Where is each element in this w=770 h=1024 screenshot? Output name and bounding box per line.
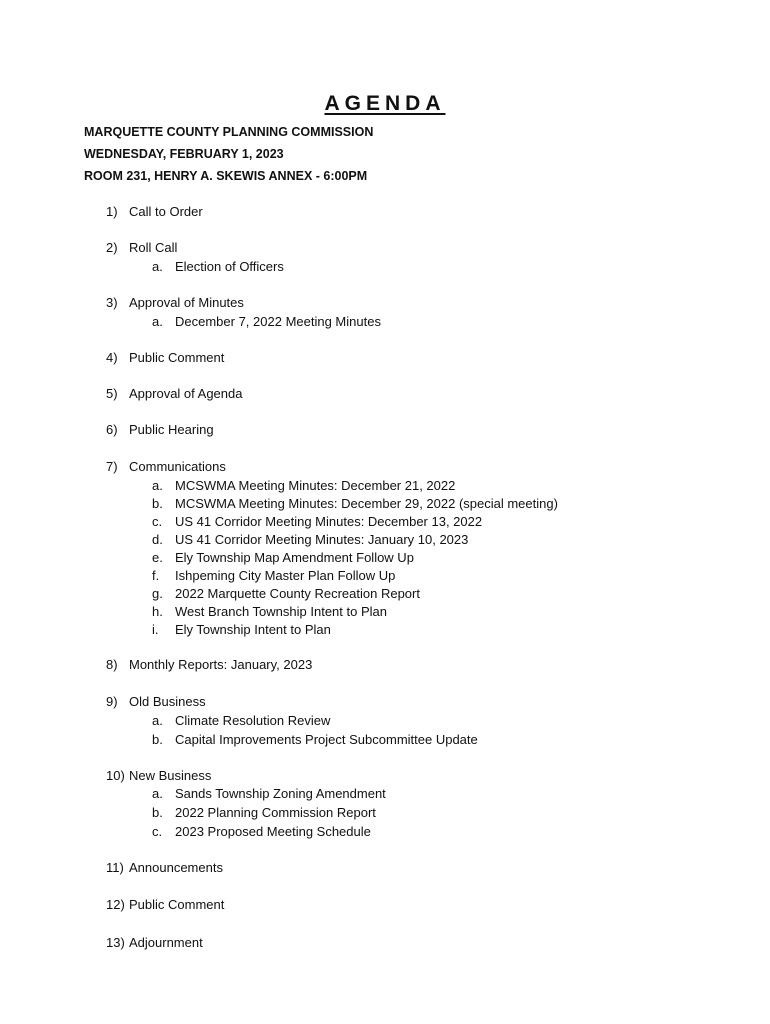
agenda-subitem bbox=[152, 259, 284, 274]
agenda-subitem bbox=[152, 496, 558, 511]
agenda-subitem bbox=[152, 478, 455, 493]
subitem-letter: a. bbox=[152, 478, 163, 493]
item-label: Approval of Minutes bbox=[129, 295, 244, 310]
item-number: 7) bbox=[106, 459, 118, 474]
item-label: Monthly Reports: January, 2023 bbox=[129, 657, 313, 672]
agenda-item bbox=[106, 350, 224, 365]
agenda-subitem bbox=[152, 713, 330, 728]
subitem-letter: g. bbox=[152, 586, 163, 601]
subitem-letter: a. bbox=[152, 713, 163, 728]
subitem-label: Sands Township Zoning Amendment bbox=[175, 786, 386, 801]
subitem-label: Capital Improvements Project Subcommittee Update bbox=[175, 732, 478, 747]
agenda-item bbox=[106, 295, 244, 310]
agenda-subitem bbox=[152, 568, 395, 583]
item-number: 10) bbox=[106, 768, 125, 783]
agenda-subitem bbox=[152, 732, 478, 747]
agenda-subitem bbox=[152, 550, 414, 565]
agenda-subitem bbox=[152, 314, 381, 329]
subitem-label: Ely Township Intent to Plan bbox=[175, 622, 331, 637]
subitem-letter: b. bbox=[152, 805, 163, 820]
item-label: Public Hearing bbox=[129, 422, 214, 437]
subitem-label: 2022 Planning Commission Report bbox=[175, 805, 376, 820]
subitem-letter: i. bbox=[152, 622, 159, 637]
item-number: 5) bbox=[106, 386, 118, 401]
agenda-item bbox=[106, 694, 206, 709]
subitem-label: MCSWMA Meeting Minutes: December 21, 2022 bbox=[175, 478, 456, 493]
agenda-item bbox=[106, 422, 214, 437]
subitem-letter: d. bbox=[152, 532, 163, 547]
agenda-subitem bbox=[152, 805, 376, 820]
agenda-item bbox=[106, 459, 226, 474]
agenda-item bbox=[106, 386, 242, 401]
item-label: Adjournment bbox=[129, 935, 203, 950]
subitem-label: Election of Officers bbox=[175, 259, 284, 274]
subitem-label: MCSWMA Meeting Minutes: December 29, 2022 (special meeting) bbox=[175, 496, 558, 511]
subitem-letter: c. bbox=[152, 824, 163, 839]
subitem-label: West Branch Township Intent to Plan bbox=[175, 604, 387, 619]
page-title: AGENDA bbox=[324, 92, 446, 115]
subitem-letter: e. bbox=[152, 550, 163, 565]
subitem-label: December 7, 2022 Meeting Minutes bbox=[175, 314, 381, 329]
subitem-label: 2023 Proposed Meeting Schedule bbox=[175, 824, 371, 839]
header-location: ROOM 231, HENRY A. SKEWIS ANNEX - 6:00PM bbox=[84, 169, 368, 183]
subitem-letter: b. bbox=[152, 496, 163, 511]
subitem-letter: a. bbox=[152, 259, 163, 274]
item-label: Call to Order bbox=[129, 204, 203, 219]
agenda-item bbox=[106, 204, 203, 219]
item-number: 6) bbox=[106, 422, 118, 437]
item-number: 4) bbox=[106, 350, 118, 365]
item-number: 12) bbox=[106, 897, 125, 912]
item-label: Public Comment bbox=[129, 350, 225, 365]
subitem-letter: f. bbox=[152, 568, 160, 583]
subitem-letter: a. bbox=[152, 314, 163, 329]
item-number: 13) bbox=[106, 935, 125, 950]
agenda-item bbox=[106, 860, 223, 875]
item-number: 8) bbox=[106, 657, 118, 672]
item-label: Announcements bbox=[129, 860, 223, 875]
item-label: Roll Call bbox=[129, 240, 178, 255]
agenda-item bbox=[106, 897, 224, 912]
subitem-label: US 41 Corridor Meeting Minutes: December 13, 2022 bbox=[175, 514, 483, 529]
item-number: 3) bbox=[106, 295, 118, 310]
item-number: 11) bbox=[106, 860, 124, 875]
subitem-label: 2022 Marquette County Recreation Report bbox=[175, 586, 420, 601]
agenda-item bbox=[106, 935, 203, 950]
item-number: 9) bbox=[106, 694, 118, 709]
subitem-letter: c. bbox=[152, 514, 163, 529]
agenda-subitem bbox=[152, 622, 331, 637]
subitem-letter: b. bbox=[152, 732, 163, 747]
agenda-subitem bbox=[152, 586, 420, 601]
item-label: Public Comment bbox=[129, 897, 225, 912]
item-label: Approval of Agenda bbox=[129, 386, 243, 401]
agenda-item bbox=[106, 240, 177, 255]
agenda-subitem bbox=[152, 824, 371, 839]
item-label: New Business bbox=[129, 768, 212, 783]
item-label: Communications bbox=[129, 459, 226, 474]
item-number: 1) bbox=[106, 204, 118, 219]
agenda-subitem bbox=[152, 604, 387, 619]
header-date: WEDNESDAY, FEBRUARY 1, 2023 bbox=[84, 147, 284, 161]
agenda-item bbox=[106, 768, 211, 783]
subitem-label: US 41 Corridor Meeting Minutes: January 10, 2023 bbox=[175, 532, 469, 547]
agenda-subitem bbox=[152, 532, 468, 547]
subitem-label: Ely Township Map Amendment Follow Up bbox=[175, 550, 414, 565]
agenda-subitem bbox=[152, 786, 386, 801]
subitem-label: Ishpeming City Master Plan Follow Up bbox=[175, 568, 396, 583]
agenda-subitem bbox=[152, 514, 482, 529]
subitem-letter: a. bbox=[152, 786, 163, 801]
header-organization: MARQUETTE COUNTY PLANNING COMMISSION bbox=[84, 125, 374, 139]
item-label: Old Business bbox=[129, 694, 206, 709]
item-number: 2) bbox=[106, 240, 118, 255]
subitem-label: Climate Resolution Review bbox=[175, 713, 331, 728]
agenda-item bbox=[106, 657, 312, 672]
subitem-letter: h. bbox=[152, 604, 163, 619]
